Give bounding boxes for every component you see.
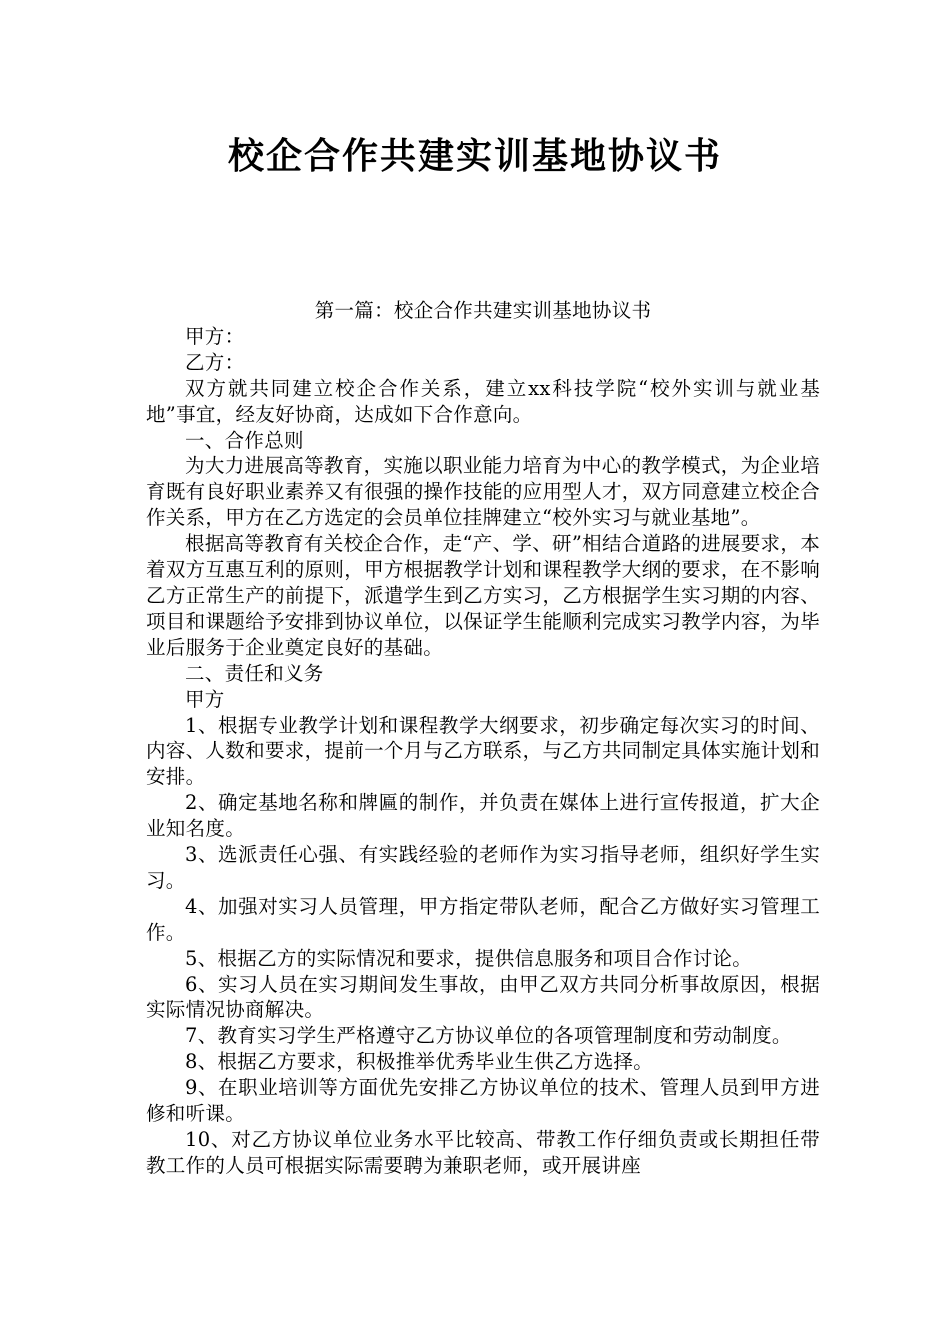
intro-paragraph: 双方就共同建立校企合作关系，建立xx科技学院“校外实训与就业基地”事宜，经友好协商，达成如下合作意向。 xyxy=(146,376,820,426)
paragraph: 为大力进展高等教育，实施以职业能力培育为中心的教学模式，为企业培育既有良好职业素养又有很强的操作技能的应用型人才，双方同意建立校企合作关系，甲方在乙方选定的会员单位挂牌建立“校外实习与就业基地”。 xyxy=(146,454,820,530)
clause-item: 1、根据专业教学计划和课程教学大纲要求，初步确定每次实习的时间、内容、人数和要求，提前一个月与乙方联系，与乙方共同制定具体实施计划和安排。 xyxy=(146,713,820,789)
clause-item: 10、对乙方协议单位业务水平比较高、带教工作仔细负责或长期担任带教工作的人员可根据实际需要聘为兼职老师，或开展讲座 xyxy=(146,1128,820,1177)
party-b-line: 乙方： xyxy=(185,350,245,374)
document-subtitle: 第一篇：校企合作共建实训基地协议书 xyxy=(314,299,652,322)
clause-item: 2、确定基地名称和牌匾的制作，并负责在媒体上进行宣传报道，扩大企业知名度。 xyxy=(146,791,820,841)
document-body xyxy=(146,298,820,1179)
clause-item: 9、在职业培训等方面优先安排乙方协议单位的技术、管理人员到甲方进修和听课。 xyxy=(146,1076,820,1126)
clause-item: 7、教育实习学生严格遵守乙方协议单位的各项管理制度和劳动制度。 xyxy=(185,1024,792,1048)
clause-item: 5、根据乙方的实际情况和要求，提供信息服务和项目合作讨论。 xyxy=(185,946,753,970)
party-a-line: 甲方： xyxy=(185,324,245,348)
party-a-heading: 甲方 xyxy=(185,687,225,711)
clause-item: 3、选派责任心强、有实践经验的老师作为实习指导老师，组织好学生实习。 xyxy=(146,843,820,892)
paragraph: 根据高等教育有关校企合作，走“产、学、研”相结合道路的进展要求，本着双方互惠互利的原则，甲方根据教学计划和课程教学大纲的要求，在不影响乙方正常生产的前提下，派遣学生到乙方实习，乙方根据学生实习期的内容、项目和课题给予安排到协议单位，以保证学生能顺利完成实习教学内容，为毕业后服务于企业奠定良好的基础。 xyxy=(146,532,820,659)
document-title: 校企合作共建实训基地协议书 xyxy=(227,136,722,177)
section-heading-general: 一、合作总则 xyxy=(185,428,304,452)
section-heading-duties: 二、责任和义务 xyxy=(185,661,324,685)
clause-item: 4、加强对实习人员管理，甲方指定带队老师，配合乙方做好实习管理工作。 xyxy=(146,894,820,944)
clause-item: 8、根据乙方要求，积极推举优秀毕业生供乙方选择。 xyxy=(185,1050,654,1074)
clause-item: 6、实习人员在实习期间发生事故，由甲乙双方共同分析事故原因，根据实际情况协商解决。 xyxy=(146,972,820,1022)
